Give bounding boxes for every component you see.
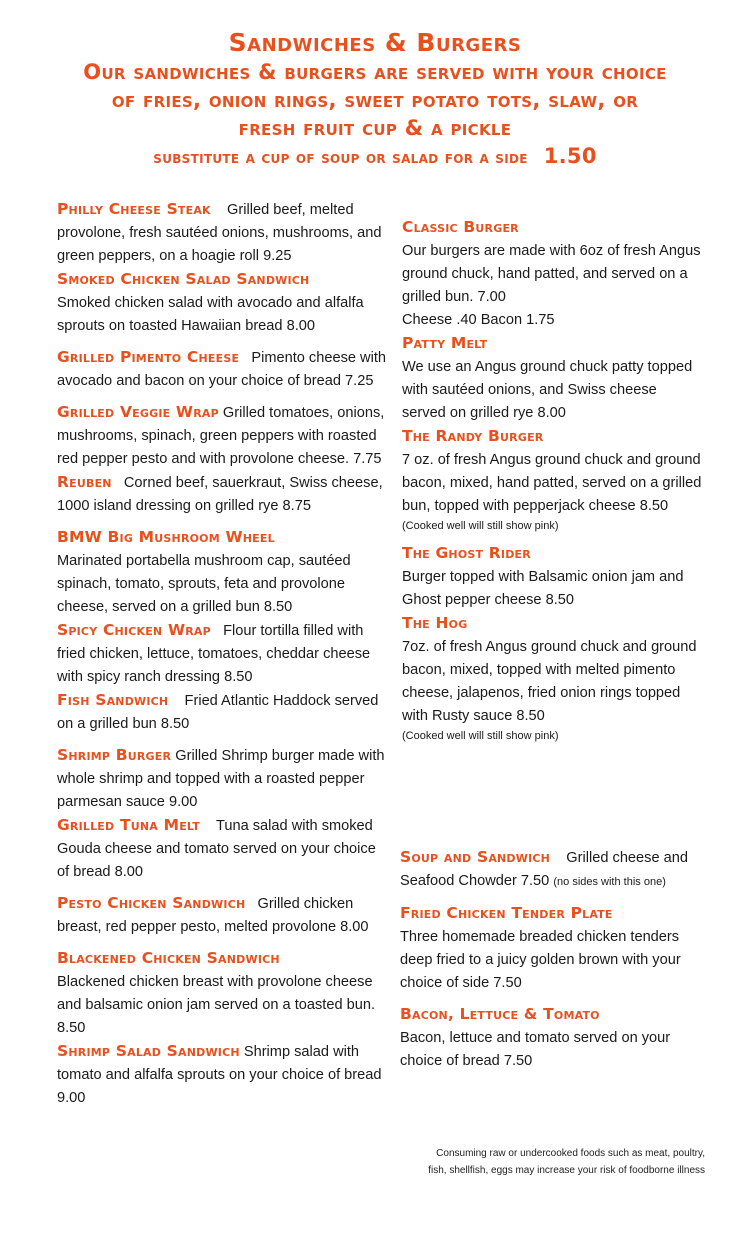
- item-addons: Cheese .40 Bacon 1.75: [402, 312, 555, 328]
- disclaimer-line-2: fish, shellfish, eggs may increase your risk of foodborne illness: [428, 1165, 705, 1176]
- left-menu-column: [57, 198, 387, 1110]
- item-name: Bacon, Lettuce & Tomato: [400, 1005, 600, 1023]
- item-description: Grilled beef, melted provolone, fresh sautéed onions, mushrooms, and green peppers, on a hoagie roll 9.25: [57, 202, 382, 264]
- item-name: Reuben: [57, 473, 112, 491]
- item-name: The Hog: [402, 614, 468, 632]
- item-description: Our burgers are made with 6oz of fresh Angus ground chuck, hand patted, and served on a grilled bun. 7.00: [402, 243, 701, 305]
- item-name: Philly Cheese Steak: [57, 200, 211, 218]
- right-menu-column: [402, 216, 702, 744]
- item-description: 7oz. of fresh Angus ground chuck and ground bacon, mixed, topped with melted pimento cheese, jalapenos, fried onion rings topped with Rusty sauce 8.50: [402, 639, 697, 724]
- menu-item: [57, 892, 387, 939]
- item-description: Marinated portabella mushroom cap, sautéed spinach, tomato, sprouts, feta and provolone cheese, served on a grilled bun 8.50: [57, 553, 351, 615]
- food-safety-disclaimer: [405, 1145, 705, 1179]
- menu-item: [57, 744, 387, 814]
- item-name: Soup and Sandwich: [400, 848, 551, 866]
- menu-item: [402, 425, 702, 534]
- item-name: Pesto Chicken Sandwich: [57, 894, 246, 912]
- item-description: Smoked chicken salad with avocado and alfalfa sprouts on toasted Hawaiian bread 8.00: [57, 295, 364, 334]
- item-name: BMW Big Mushroom Wheel: [57, 528, 275, 546]
- item-description: Grilled chicken breast, red pepper pesto, melted provolone 8.00: [57, 896, 369, 935]
- item-description: We use an Angus ground chuck patty topped with sautéed onions, and Swiss cheese served on grilled rye 8.00: [402, 359, 693, 421]
- menu-item: [57, 814, 387, 884]
- item-note: (Cooked well will still show pink): [402, 520, 559, 532]
- item-name: Grilled Veggie Wrap: [57, 403, 219, 421]
- sides-line-2: of fries, onion rings, sweet potato tots, slaw, or: [111, 88, 639, 112]
- menu-item: [402, 612, 702, 744]
- menu-item: [400, 1003, 705, 1073]
- menu-item: [57, 1040, 387, 1110]
- menu-item: [57, 401, 387, 471]
- item-name: The Ghost Rider: [402, 544, 531, 562]
- item-description: Burger topped with Balsamic onion jam and Ghost pepper cheese 8.50: [402, 569, 684, 608]
- menu-item: [57, 268, 387, 338]
- menu-item: [57, 947, 387, 1040]
- sides-line-3: fresh fruit cup & a pickle: [238, 116, 512, 140]
- menu-title: Sandwiches & Burgers: [228, 28, 522, 57]
- item-description: Corned beef, sauerkraut, Swiss cheese, 1000 island dressing on grilled rye 8.75: [57, 475, 383, 514]
- menu-item: [57, 198, 387, 268]
- item-description: Bacon, lettuce and tomato served on your choice of bread 7.50: [400, 1030, 671, 1069]
- menu-item: [402, 542, 702, 612]
- item-description: Pimento cheese with avocado and bacon on your choice of bread 7.25: [57, 350, 387, 389]
- substitute-text: substitute a cup of soup or salad for a side: [153, 148, 528, 168]
- item-name: Patty Melt: [402, 334, 488, 352]
- item-description: Shrimp salad with tomato and alfalfa sprouts on your choice of bread 9.00: [57, 1044, 382, 1106]
- item-description: Flour tortilla filled with fried chicken, lettuce, tomatoes, cheddar cheese with spicy ranch dressing 8.50: [57, 623, 371, 685]
- item-name: Grilled Pimento Cheese: [57, 348, 240, 366]
- item-name: Grilled Tuna Melt: [57, 816, 200, 834]
- item-description: Fried Atlantic Haddock served on a grilled bun 8.50: [57, 693, 379, 732]
- item-name: Fried Chicken Tender Plate: [400, 904, 613, 922]
- menu-item: [402, 216, 702, 332]
- item-name: Spicy Chicken Wrap: [57, 621, 211, 639]
- item-note: (no sides with this one): [553, 876, 666, 888]
- disclaimer-line-1: Consuming raw or undercooked foods such as meat, poultry,: [436, 1148, 705, 1159]
- item-note: (Cooked well will still show pink): [402, 730, 559, 742]
- substitute-price: 1.50: [543, 144, 597, 168]
- item-name: Blackened Chicken Sandwich: [57, 949, 280, 967]
- menu-item: [57, 471, 387, 518]
- item-description: Grilled cheese and Seafood Chowder 7.50: [400, 850, 688, 889]
- menu-item: [400, 846, 705, 894]
- menu-item: [402, 332, 702, 425]
- item-description: Tuna salad with smoked Gouda cheese and tomato served on your choice of bread 8.00: [57, 818, 376, 880]
- item-name: Smoked Chicken Salad Sandwich: [57, 270, 310, 288]
- item-name: The Randy Burger: [402, 427, 544, 445]
- item-description: 7 oz. of fresh Angus ground chuck and ground bacon, mixed, hand patted, served on a grilled bun, topped with pepperjack cheese 8.50: [402, 452, 702, 514]
- item-description: Blackened chicken breast with provolone cheese and balsamic onion jam served on a toasted bun. 8.50: [57, 974, 376, 1036]
- menu-item: [57, 346, 387, 393]
- menu-item: [57, 526, 387, 619]
- item-description: Grilled tomatoes, onions, mushrooms, spinach, green peppers with roasted red pepper pesto and with provolone cheese. 7.75: [57, 405, 385, 467]
- menu-item: [57, 619, 387, 689]
- item-name: Shrimp Salad Sandwich: [57, 1042, 240, 1060]
- substitute-line: [0, 142, 750, 172]
- item-name: Classic Burger: [402, 218, 519, 236]
- item-name: Fish Sandwich: [57, 691, 169, 709]
- menu-header: [0, 28, 750, 172]
- menu-item: [400, 902, 705, 995]
- sides-line-1: Our sandwiches & burgers are served with your choice: [83, 60, 667, 84]
- item-description: Grilled Shrimp burger made with whole shrimp and topped with a roasted pepper parmesan sauce 9.00: [57, 748, 385, 810]
- right-menu-column-lower: [400, 846, 705, 1073]
- item-description: Three homemade breaded chicken tenders deep fried to a juicy golden brown with your choice of side 7.50: [400, 929, 681, 991]
- item-name: Shrimp Burger: [57, 746, 172, 764]
- menu-item: [57, 689, 387, 736]
